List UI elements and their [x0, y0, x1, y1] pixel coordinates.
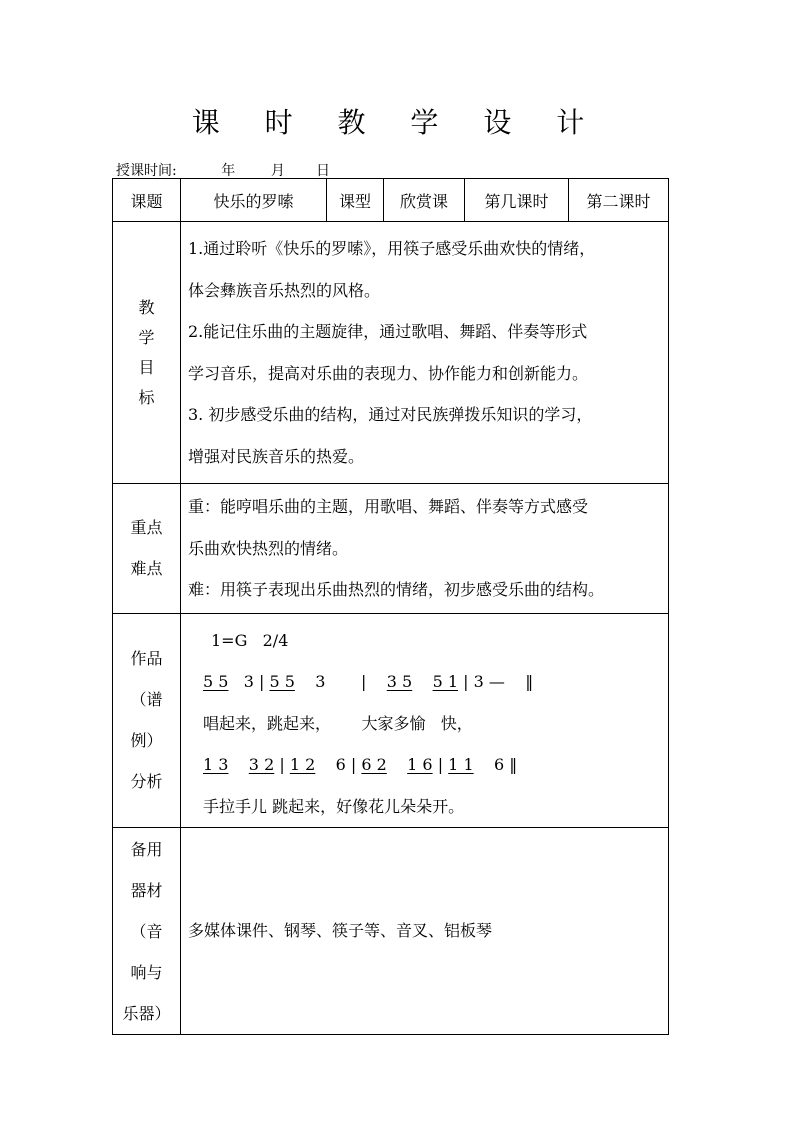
goal-line: 3. 初步感受乐曲的结构，通过对民族弹拨乐知识的学习，: [188, 405, 593, 424]
lyric-line-2: 手拉手儿 跳起来，好像花儿朵朵开。: [203, 796, 465, 816]
materials-label-line: （音: [130, 921, 163, 941]
note-group: 6 2: [361, 755, 387, 774]
note-group: 1 2: [289, 755, 316, 774]
analysis-row: [113, 613, 669, 828]
materials-label: [113, 828, 181, 1035]
lesson-plan-table: [112, 178, 669, 1035]
page-title: 课 时 教 学 设 计: [191, 106, 603, 139]
key-points-row: [113, 484, 669, 614]
note-group: 5 5: [203, 672, 229, 691]
note-group: 5 1: [432, 672, 459, 691]
materials-row: [113, 828, 669, 1035]
analysis-label: [113, 613, 181, 828]
lesson-number-value: 第二课时: [569, 179, 669, 222]
topic-value: 快乐的罗嗦: [181, 179, 327, 222]
goal-line: 1.通过聆听《快乐的罗嗦》，用筷子感受乐曲欢快的情绪，: [188, 239, 596, 258]
materials-label-line: 响与: [130, 962, 163, 982]
goals-label-line: 学: [138, 327, 155, 347]
goals-label-line: 标: [138, 387, 155, 407]
goals-content: [181, 222, 669, 484]
note-text: [387, 755, 407, 774]
header-row: [113, 179, 669, 222]
key-signature: 1=G 2/4: [211, 630, 289, 650]
materials-content: [181, 828, 669, 1035]
note-group: 5 5: [269, 672, 295, 691]
goal-line: 体会彝族音乐热烈的风格。: [188, 280, 381, 300]
note-text: 3 |: [228, 672, 270, 691]
key-point-line: 难：用筷子表现出乐曲热烈的情绪，初步感受乐曲的结构。: [188, 580, 605, 599]
goal-line: 2.能记住乐曲的主题旋律，通过歌唱、舞蹈、伴奏等形式: [188, 322, 588, 341]
note-group: 3 5: [386, 672, 413, 691]
score-line-1: [203, 661, 664, 703]
materials-label-line: 乐器）: [122, 1003, 171, 1023]
note-group: 3 2: [248, 755, 275, 774]
type-value: 欣赏课: [384, 179, 465, 222]
goal-line: 学习音乐，提高对乐曲的表现力、协作能力和创新能力。: [188, 363, 589, 383]
type-label: 课型: [327, 179, 384, 222]
goals-label-line: 目: [138, 357, 155, 377]
analysis-label-line: （谱: [130, 690, 163, 710]
analysis-label-line: 作品: [130, 649, 163, 669]
key-points-content: [181, 484, 669, 614]
goals-label: [113, 222, 181, 484]
note-text: 3 |: [294, 672, 387, 691]
note-text: |: [274, 755, 290, 774]
date-line: 授课时间: 年 月 日: [116, 163, 330, 179]
note-text: | 3 — ‖: [458, 672, 534, 691]
analysis-label-line: 分析: [130, 772, 163, 792]
note-text: |: [432, 755, 449, 774]
key-points-label-line: 难点: [130, 559, 163, 579]
topic-label: 课题: [113, 179, 181, 222]
key-point-line: 乐曲欢快热烈的情绪。: [188, 538, 349, 558]
materials-label-line: 备用: [130, 839, 163, 859]
note-group: 1 6: [407, 755, 433, 774]
lyric-line-1: 唱起来，跳起来， 大家多愉 快，: [203, 713, 473, 733]
note-group: 1 1: [448, 755, 474, 774]
goal-line: 增强对民族音乐的热爱。: [188, 446, 365, 466]
lesson-number-label: 第几课时: [465, 179, 569, 222]
score-line-2: [203, 744, 664, 786]
analysis-content: [181, 613, 669, 828]
note-text: 6 |: [315, 755, 362, 774]
note-text: [228, 755, 248, 774]
note-text: [412, 672, 432, 691]
materials-value: 多媒体课件、钢琴、筷子等、音叉、铝板琴: [188, 921, 493, 941]
goals-label-line: 教: [138, 297, 155, 317]
key-point-line: 重：能哼唱乐曲的主题，用歌唱、舞蹈、伴奏等方式感受: [188, 497, 589, 516]
key-points-label: [113, 484, 181, 614]
note-group: 1 3: [203, 755, 229, 774]
materials-label-line: 器材: [130, 880, 163, 900]
key-points-label-line: 重点: [130, 518, 163, 538]
goals-row: [113, 222, 669, 484]
analysis-label-line: 例）: [130, 731, 163, 751]
note-text: 6 ‖: [473, 755, 518, 774]
